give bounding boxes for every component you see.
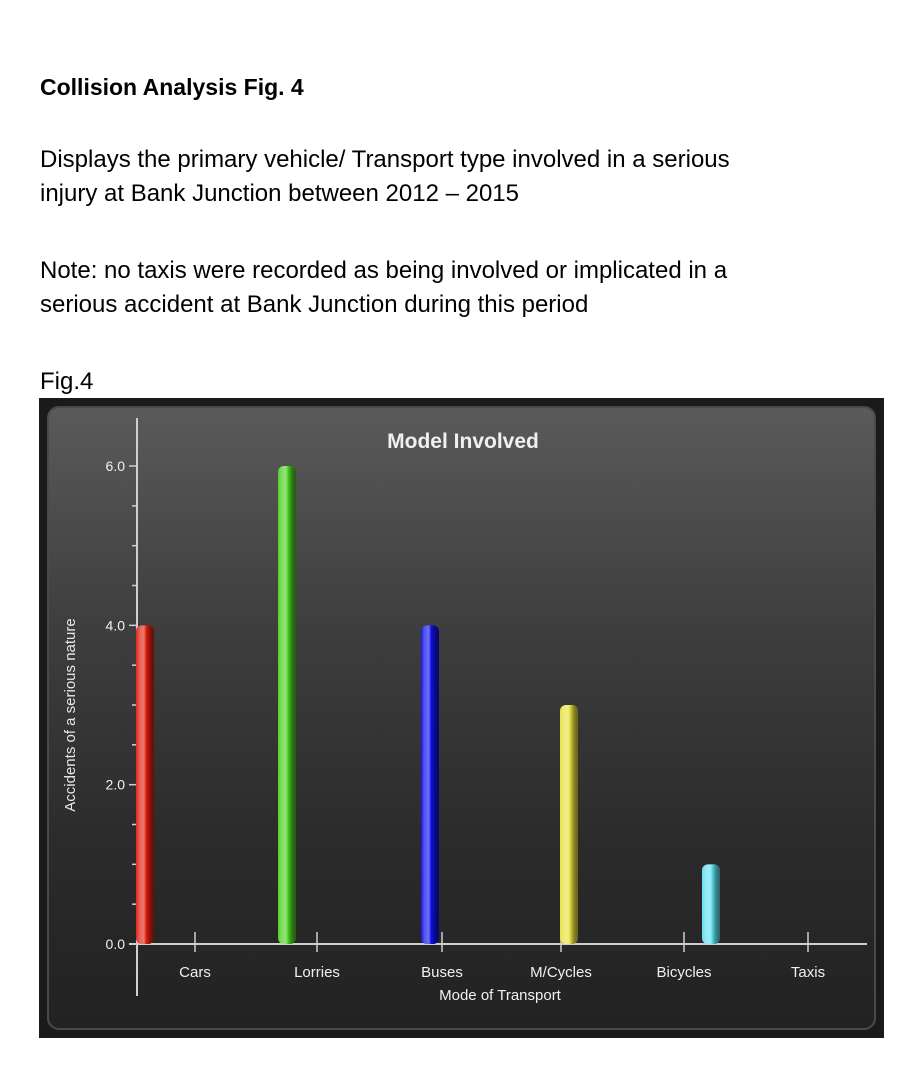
chart-frame xyxy=(39,398,884,1038)
bar-shading-mcycles xyxy=(560,705,578,944)
x-tick-label-mcycles: M/Cycles xyxy=(530,964,592,981)
x-tick-label-taxis: Taxis xyxy=(790,964,826,981)
chart-title: Model Involved xyxy=(387,430,539,453)
y-tick-label: 0.0 xyxy=(105,936,125,952)
description-line-1: Displays the primary vehicle/ Transport type involved in a serious xyxy=(40,146,730,173)
bar-shading-cars xyxy=(136,625,154,944)
axes xyxy=(129,418,867,996)
y-tick-label: 2.0 xyxy=(105,776,125,793)
note-line-1: Note: no taxis were recorded as being involved or implicated in a xyxy=(40,257,728,284)
document-heading: Collision Analysis Fig. 4 xyxy=(40,74,304,100)
x-axis-label: Mode of Transport xyxy=(439,987,561,1004)
figure-label: Fig.4 xyxy=(40,368,94,395)
note-paragraph xyxy=(40,254,900,322)
chart-panel xyxy=(47,406,876,1030)
bar-shading-buses xyxy=(421,625,439,944)
note-line-2: serious accident at Bank Junction during this period xyxy=(40,291,589,318)
bar-shading-bicycles xyxy=(702,864,720,944)
description-line-2: injury at Bank Junction between 2012 – 2015 xyxy=(40,180,520,207)
y-axis-label: Accidents of a serious nature xyxy=(62,618,79,812)
x-tick-label-lorries: Lorries xyxy=(294,964,340,981)
bar-chart xyxy=(49,408,876,1030)
x-tick-label-cars: Cars xyxy=(179,964,211,981)
y-tick-label: 6.0 xyxy=(105,458,125,474)
x-tick-label-bicycles: Bicycles xyxy=(656,964,712,981)
description-paragraph xyxy=(40,143,900,211)
x-tick-label-buses: Buses xyxy=(421,964,463,981)
y-tick-label: 4.0 xyxy=(105,617,125,634)
bar-shading-lorries xyxy=(278,466,296,944)
bars-group xyxy=(136,466,720,944)
